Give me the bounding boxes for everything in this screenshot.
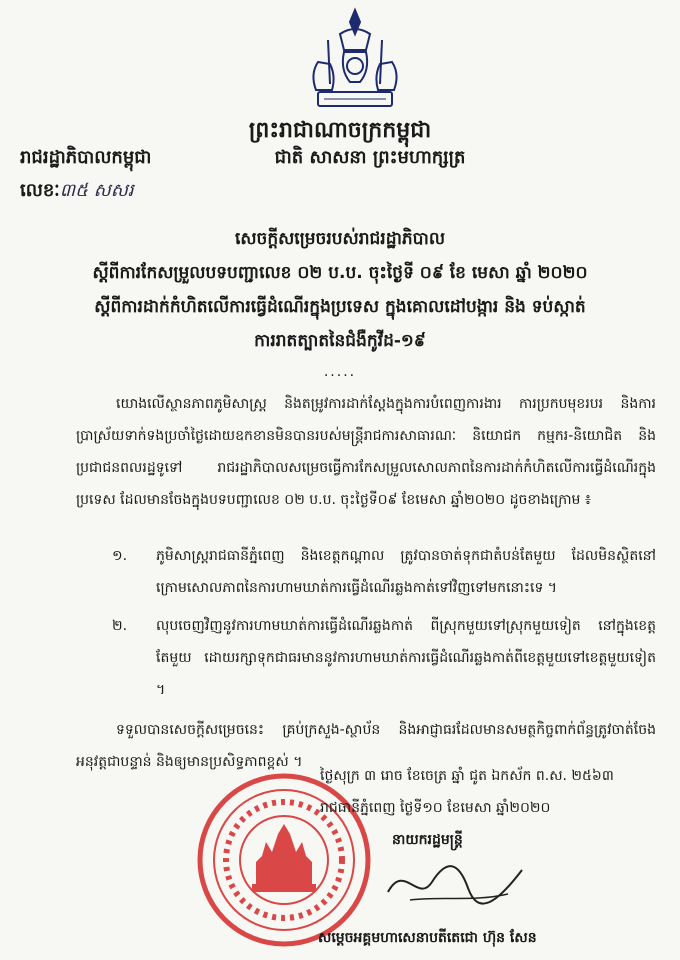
list-item-text: ភូមិសាស្ត្ររាជធានីភ្នំពេញ និងខេត្តកណ្តាល ត្រូវបានចាត់ទុកជាតំបន់តែមួយ ដែលមិនស្ថិតនៅក្រោមសោលភាពនៃការហាមឃាត់ការធ្វើដំណើរឆ្លងកាត់ទៅវិញទៅមកនោះទេ ។ — [156, 548, 656, 596]
number-value: ៣៥ សសរ — [59, 180, 134, 201]
lunar-date: ថ្ងៃសុក្រ ៣ រោច ខែចេត្រ ឆ្នាំ ជូត ឯកស័ក ព.ស. ២៥៦៣ — [320, 768, 614, 784]
document-number — [20, 178, 134, 205]
list-item — [112, 610, 656, 710]
handwritten-signature-icon — [380, 852, 530, 912]
number-label: លេខៈ — [20, 180, 60, 201]
national-motto: ជាតិ សាសនា ព្រះមហាក្សត្រ — [274, 147, 466, 168]
government-label: រាជរដ្ឋាភិបាលកម្ពុជា — [20, 147, 152, 168]
royal-emblem-icon — [300, 4, 410, 114]
decision-title: សេចក្តីសម្រេចរបស់រាជរដ្ឋាភិបាល — [234, 229, 446, 249]
decision-subtitle-2: ស្តីពីការដាក់កំហិតលើការធ្វើដំណើរក្នុងប្រទេស ក្នុងគោលដៅបង្ការ និង ទប់ស្កាត់ — [94, 297, 586, 317]
list-item-number: ១. — [112, 548, 128, 564]
signatory-role: នាយករដ្ឋមន្ត្រី — [392, 832, 463, 848]
solar-date: រាជធានីភ្នំពេញ ថ្ងៃទី១០ ខែមេសា ឆ្នាំ២០២០ — [320, 800, 551, 816]
title-separator: ..... — [323, 364, 357, 380]
list-item-number: ២. — [112, 618, 128, 634]
decision-subtitle-1: ស្តីពីការកែសម្រួលបទបញ្ជាលេខ ០២ ប.ប. ចុះថ្ងៃទី ០៩ ខែ មេសា ឆ្នាំ ២០២០ — [92, 263, 588, 283]
intro-text: យោងលើស្ថានភាពភូមិសាស្ត្រ និងតម្រូវការដាក់ស្តែងក្នុងការបំពេញការងារ ការប្រកបមុខរបរ និងការប្រាស្រ័យទាក់ទងប្រចាំថ្ងៃដោយឧកខានមិនបានរបស់មន្ត្រីរាជការសាធារណៈ និយោជក កម្មករ-និយោជិត និងប្រជាជនពលរដ្ឋទូទៅ រាជរដ្ឋាភិបាលសម្រេចធ្វើការកែសម្រួលសោលភាពនៃការដាក់កំហិតលើការធ្វើដំណើរក្នុងប្រទេស ដែលមានចែងក្នុងបទបញ្ជាលេខ ០២ ប.ប. ចុះថ្ងៃទី០៩ ខែមេសា ឆ្នាំ២០២០ ដូចខាងក្រោម ៖ — [76, 396, 656, 508]
signatory-name: សម្តេចអគ្គមហាសេនាបតីតេជោ ហ៊ុន សែន — [318, 930, 537, 946]
closing-text: ទទួលបានសេចក្តីសម្រេចនេះ គ្រប់ក្រសួង-ស្ថាប័ន និងអាជ្ញាធរដែលមានសមត្ថកិច្ចពាក់ព័ន្ធត្រូវចាត់ចែងអនុវត្តជាបន្ទាន់ និងឲ្យមានប្រសិទ្ធភាពខ្ពស់ ។ — [76, 722, 656, 770]
kingdom-heading: ព្រះរាជាណាចក្រកម្ពុជា — [248, 118, 432, 143]
list-item — [112, 540, 656, 606]
decision-subtitle-3: ការរាតត្បាតនៃជំងឺកូវីដ-១៩ — [254, 331, 426, 351]
intro-paragraph — [76, 388, 656, 516]
list-item-text: លុបចេញវិញនូវការហាមឃាត់ការធ្វើដំណើរឆ្លងកាត់ ពីស្រុកមួយទៅស្រុកមួយទៀត នៅក្នុងខេត្តតែមួយ ដោយរក្សាទុកជាធរមាននូវការហាមឃាត់ការធ្វើដំណើរឆ្លងកាត់ពីខេត្តមួយទៅខេត្តមួយទៀត ។ — [156, 618, 656, 698]
